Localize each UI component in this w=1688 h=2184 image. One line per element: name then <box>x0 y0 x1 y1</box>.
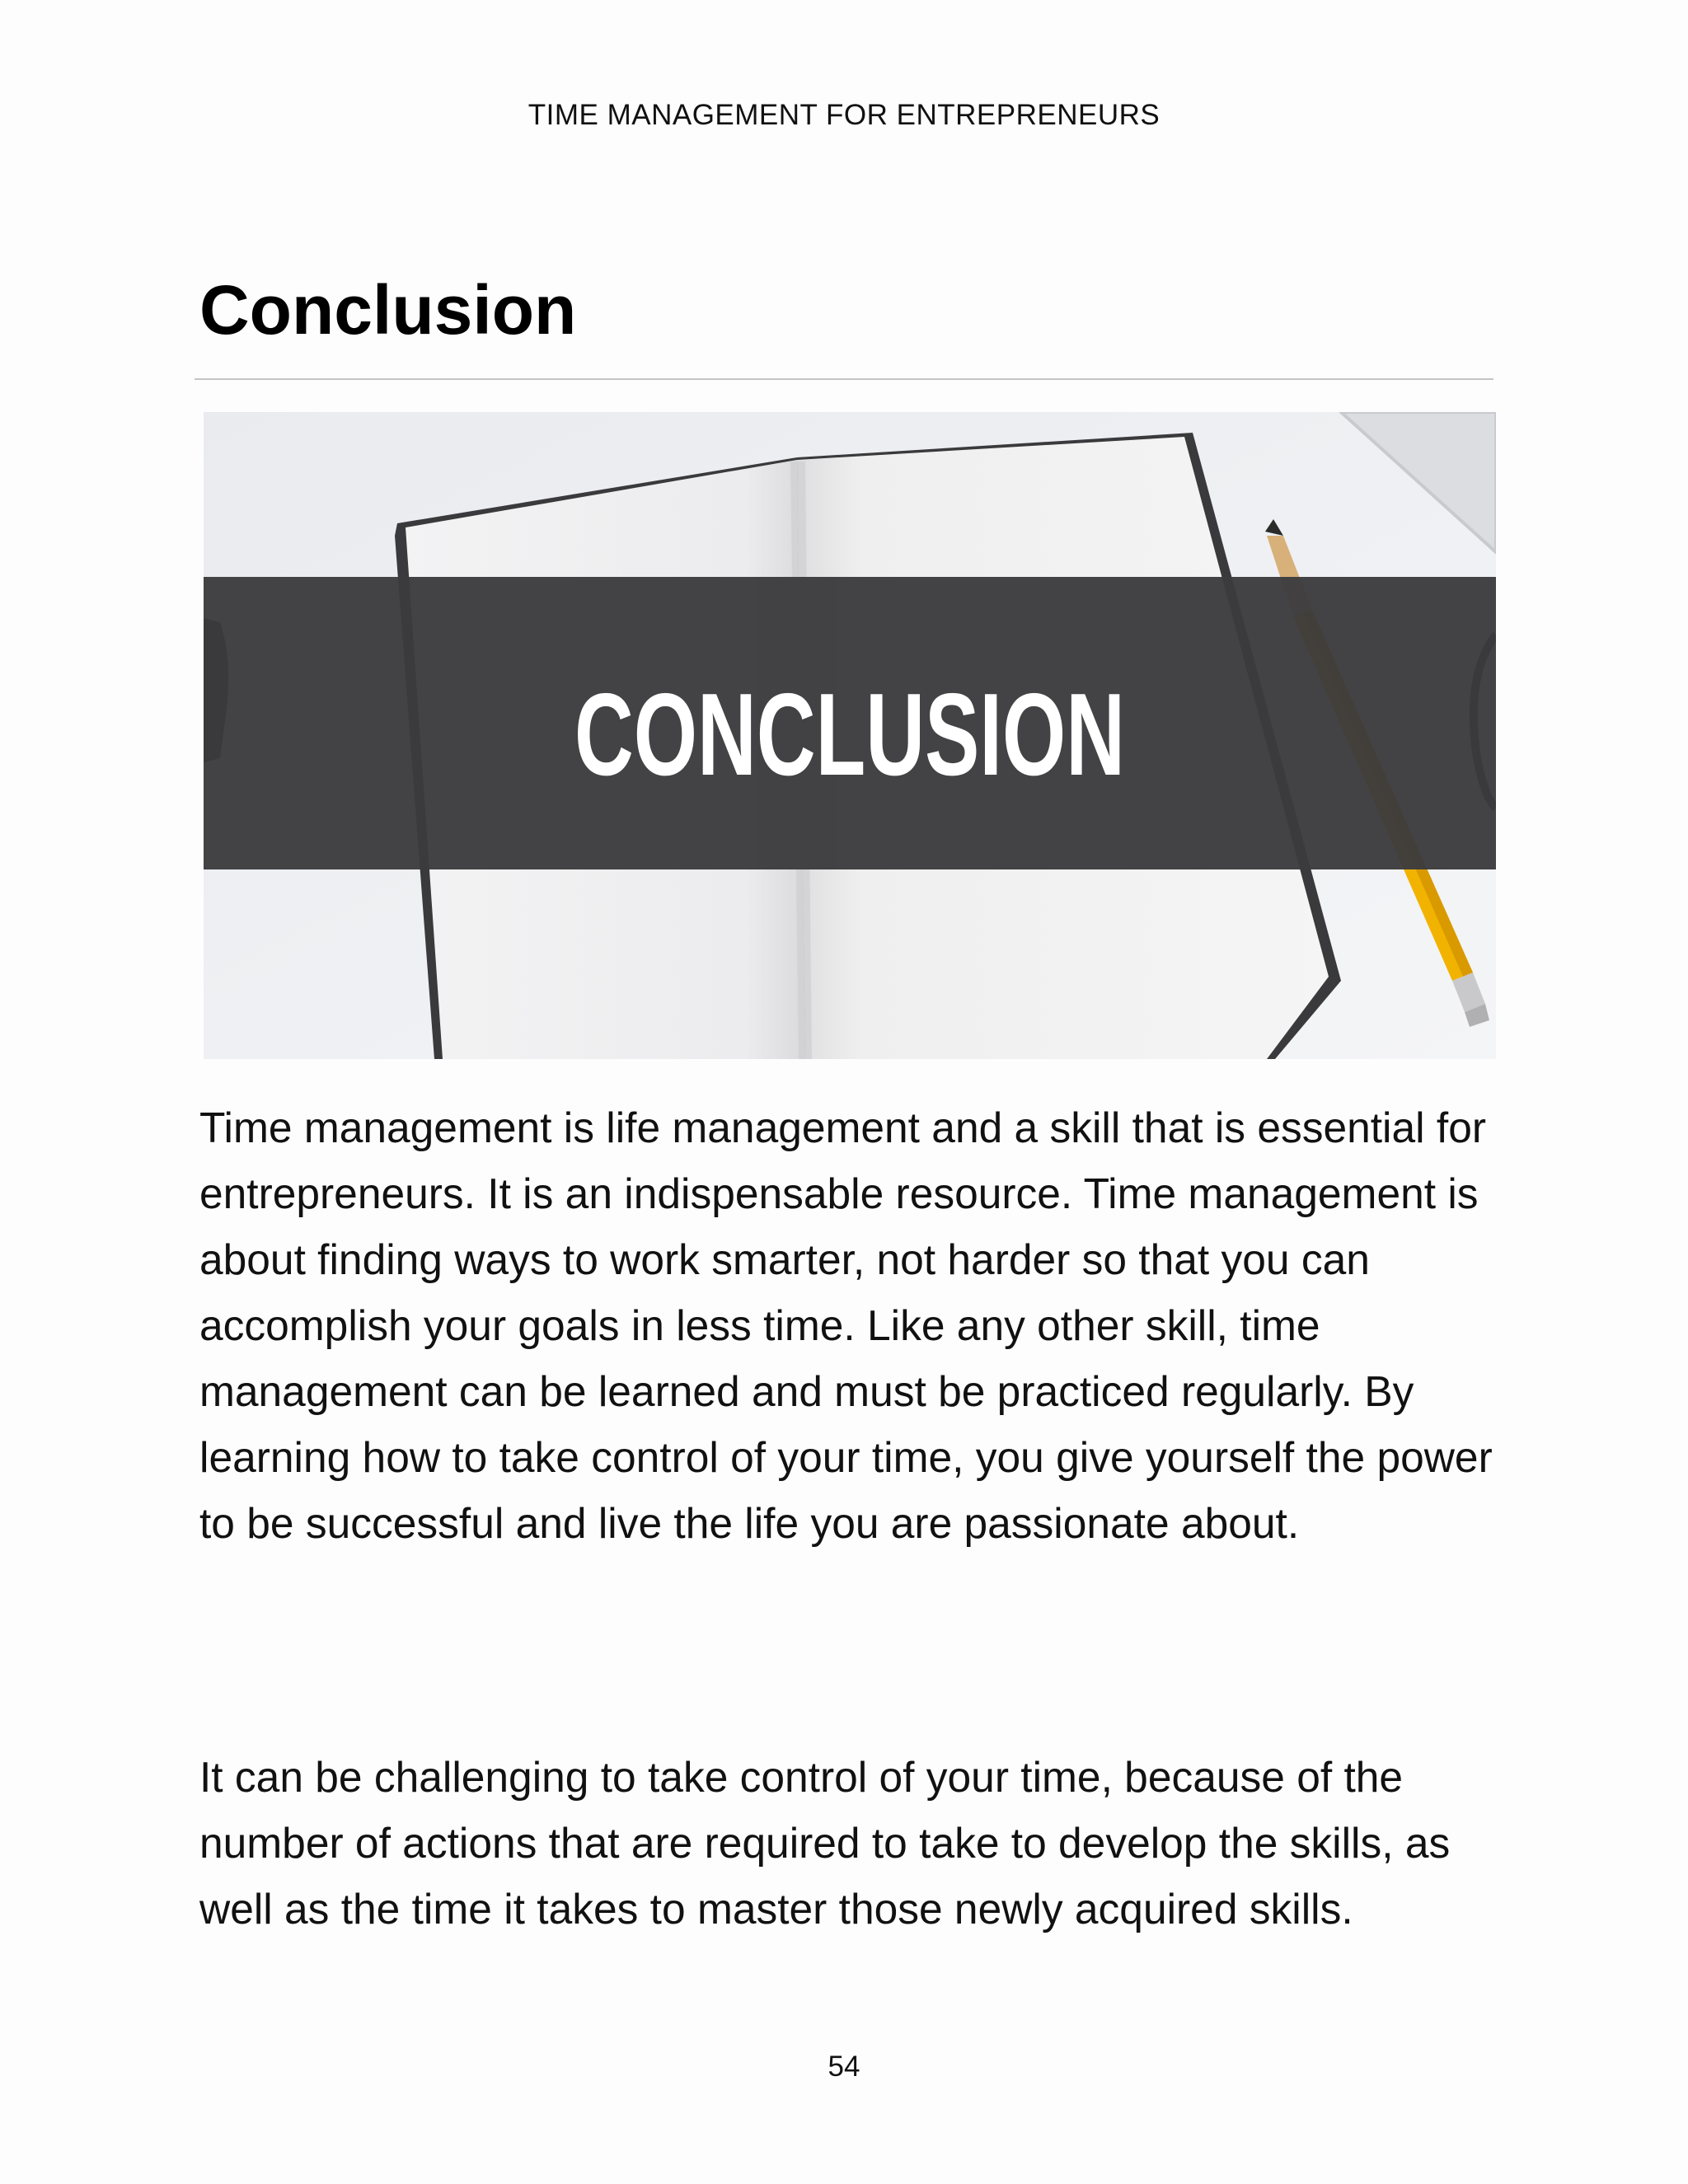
running-header: TIME MANAGEMENT FOR ENTREPRENEURS <box>528 99 1160 131</box>
body-paragraph: Time management is life management and a skill that is essential for entrepreneurs. It is an indispensable resource. Time management is about finding ways to work smarter, not harder so that you can accomplish your goals in less time. Like any other skill, time management can be learned and must be practiced regularly. By learning how to take control of your time, you give yourself the power to be successful and live the life you are passionate about. <box>199 1104 1493 1547</box>
chapter-title: Conclusion <box>199 271 577 349</box>
hero-banner-text: CONCLUSION <box>574 669 1125 800</box>
title-divider <box>195 378 1493 380</box>
body-paragraph: It can be challenging to take control of your time, because of the number of actions that are required to take to develop the skills, as well as the time it takes to master those newly acquired skills. <box>199 1753 1451 1933</box>
page-number: 54 <box>828 2050 860 2083</box>
conclusion-hero-image <box>204 412 1496 1059</box>
